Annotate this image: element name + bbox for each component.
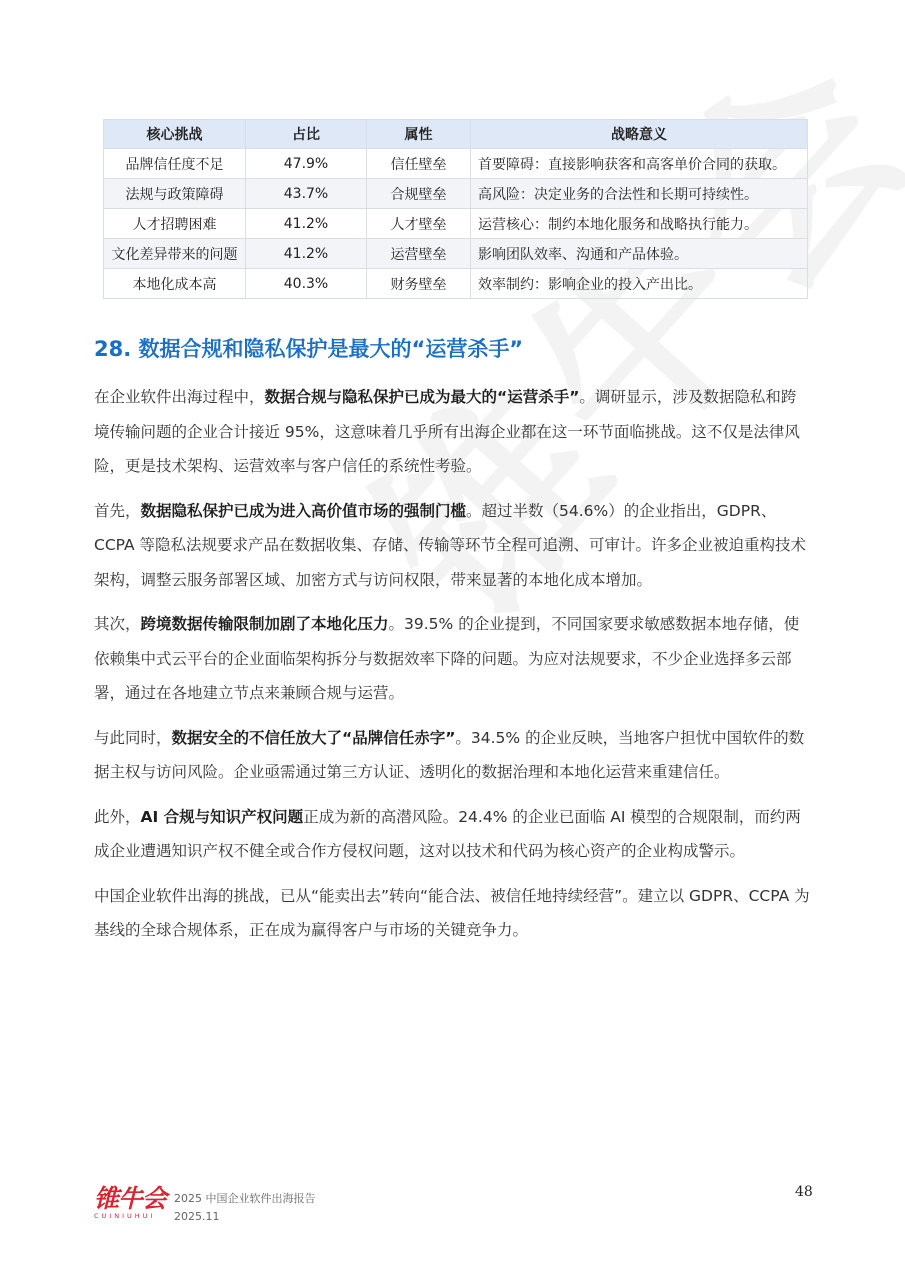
table-cell: 信任壁垒: [367, 149, 471, 179]
table-row: [104, 269, 808, 299]
paragraph-text: 首先，: [94, 501, 141, 520]
table-cell: 47.9%: [246, 149, 367, 179]
paragraph-text: 其次，: [94, 615, 141, 633]
table-cell: 合规壁垒: [367, 179, 471, 209]
table-row: [104, 209, 808, 239]
paragraph-text: 正成为新的高潜风险。24.4% 的企业已面临 AI 模型的合规限制，而约两成企业遭遇知识产权不健全或合作方侵权问题，这对以技术和代码为核心资产的企业构成警示。: [94, 807, 801, 860]
table-cell: 人才招聘困难: [104, 209, 246, 239]
column-header: 占比: [246, 120, 367, 149]
table-cell: 文化差异带来的问题: [104, 239, 246, 269]
paragraph-text: 此外，: [94, 807, 141, 826]
column-header: 属性: [367, 120, 471, 149]
table-cell: 高风险：决定业务的合法性和长期可持续性。: [471, 179, 808, 209]
paragraph-emphasis: 数据安全的不信任放大了“品牌信任赤字”: [171, 728, 456, 747]
table-cell: 法规与政策障碍: [104, 179, 246, 209]
table-cell: 人才壁垒: [367, 209, 471, 239]
table-cell: 运营核心：制约本地化服务和战略执行能力。: [471, 209, 808, 239]
paragraph: [94, 721, 810, 790]
paragraph-text: 。调研显示，涉及数据隐私和跨境传输问题的企业合计接近 95%，这意味着几乎所有出海企业都在这一环节面临挑战。这不仅是法律风险，更是技术架构、运营效率与客户信任的系统性考验。: [94, 388, 800, 475]
column-header: 战略意义: [471, 120, 808, 149]
paragraph: [94, 380, 810, 484]
challenges-table: [103, 119, 808, 299]
paragraph-text: 在企业软件出海过程中，: [94, 388, 265, 406]
table-cell: 影响团队效率、沟通和产品体验。: [471, 239, 808, 269]
paragraph-emphasis: 跨境数据传输限制加剧了本地化压力: [140, 615, 389, 633]
table-cell: 40.3%: [246, 269, 367, 299]
table-cell: 41.2%: [246, 239, 367, 269]
table-cell: 效率制约：影响企业的投入产出比。: [471, 269, 808, 299]
paragraph-text: 与此同时，: [94, 728, 172, 747]
paragraph: [94, 800, 810, 869]
table-row: [104, 149, 808, 179]
page-number: 48: [795, 1184, 813, 1200]
table-row: [104, 179, 808, 209]
logo-text: 锥牛会: [94, 1184, 167, 1213]
paragraph-emphasis: 数据隐私保护已成为进入高价值市场的强制门槛: [140, 501, 467, 520]
report-date: 2025.11: [174, 1210, 220, 1223]
paragraph: [94, 494, 810, 598]
table-cell: 运营壁垒: [367, 239, 471, 269]
paragraph-text: 。超过半数（54.6%）的企业指出，GDPR、CCPA 等隐私法规要求产品在数据收集、存储、传输等环节全程可追溯、可审计。许多企业被迫重构技术架构，调整云服务部署区域、加密方式与访问权限，带来显著的本地化成本增加。: [94, 501, 807, 589]
table-cell: 43.7%: [246, 179, 367, 209]
paragraph: [94, 879, 810, 948]
table-cell: 首要障碍：直接影响获客和高客单价合同的获取。: [471, 149, 808, 179]
paragraph-text: 。39.5% 的企业提到，不同国家要求敏感数据本地存储，使依赖集中式云平台的企业面临架构拆分与数据效率下降的问题。为应对法规要求，不少企业选择多云部署，通过在各地建立节点来兼顾合规与运营。: [94, 615, 800, 702]
brand-logo: [94, 1184, 167, 1220]
section-body: [94, 380, 810, 958]
paragraph: [94, 607, 810, 711]
table-cell: 品牌信任度不足: [104, 149, 246, 179]
paragraph-emphasis: 数据合规与隐私保护已成为最大的“运营杀手”: [264, 388, 580, 406]
paragraph-text: 。34.5% 的企业反映，当地客户担忧中国软件的数据主权与访问风险。企业亟需通过第三方认证、透明化的数据治理和本地化运营来重建信任。: [94, 728, 805, 781]
column-header: 核心挑战: [104, 120, 246, 149]
table-header-row: [104, 120, 808, 149]
table-cell: 41.2%: [246, 209, 367, 239]
logo-subtext: CUINIUHUI: [94, 1212, 156, 1220]
table-cell: 财务壁垒: [367, 269, 471, 299]
paragraph-emphasis: AI 合规与知识产权问题: [140, 807, 304, 826]
section-heading: 28. 数据合规和隐私保护是最大的“运营杀手”: [94, 337, 524, 361]
report-title: 2025 中国企业软件出海报告: [174, 1192, 316, 1205]
table-row: [104, 239, 808, 269]
paragraph-text: 中国企业软件出海的挑战，已从“能卖出去”转向“能合法、被信任地持续经营”。建立以 GDPR、CCPA 为基线的全球合规体系，正在成为赢得客户与市场的关键竞争力。: [94, 886, 810, 939]
table-cell: 本地化成本高: [104, 269, 246, 299]
